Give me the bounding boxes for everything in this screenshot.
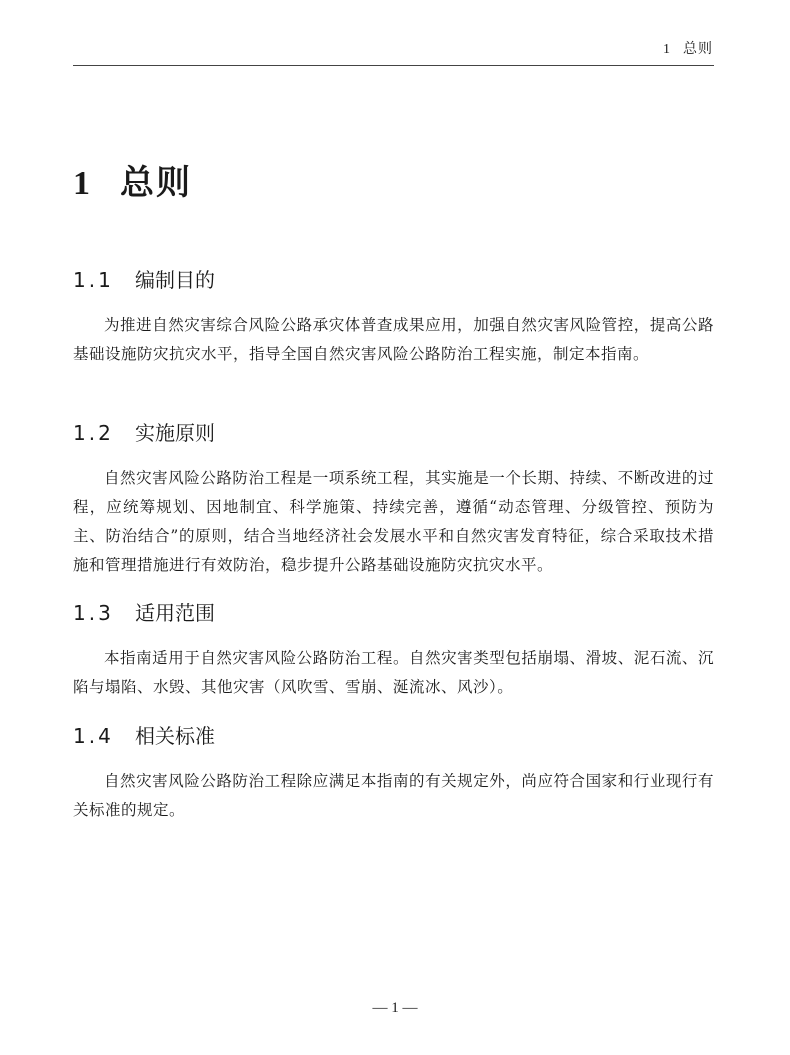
section-1-4 [73, 721, 714, 825]
section-number: 1.2 [73, 421, 114, 445]
section-number: 1.4 [73, 724, 114, 748]
section-1-1 [73, 265, 714, 369]
section-title: 相关标准 [135, 724, 215, 748]
section-body: 本指南适用于自然灾害风险公路防治工程。自然灾害类型包括崩塌、滑坡、泥石流、沉陷与塌陷、水毁、其他灾害（风吹雪、雪崩、涎流冰、风沙）。 [73, 649, 714, 696]
section-heading [73, 721, 714, 751]
section-heading [73, 598, 714, 628]
running-header-chapter-number: 1 [663, 42, 671, 57]
running-header-chapter-title: 总则 [683, 41, 713, 57]
chapter-title [73, 155, 192, 204]
section-title: 编制目的 [135, 268, 215, 292]
chapter-title-text: 总则 [120, 163, 192, 203]
section-title: 实施原则 [135, 421, 215, 445]
running-header [663, 38, 713, 58]
header-divider [73, 65, 714, 66]
section-heading [73, 265, 714, 295]
chapter-number: 1 [73, 165, 92, 202]
section-number: 1.1 [73, 268, 114, 292]
page-number: — 1 — [372, 1000, 418, 1016]
section-title: 适用范围 [135, 601, 215, 625]
section-number: 1.3 [73, 601, 114, 625]
section-body: 自然灾害风险公路防治工程除应满足本指南的有关规定外，尚应符合国家和行业现行有关标准的规定。 [73, 772, 714, 819]
section-body: 自然灾害风险公路防治工程是一项系统工程，其实施是一个长期、持续、不断改进的过程，应统筹规划、因地制宜、科学施策、持续完善，遵循“动态管理、分级管控、预防为主、防治结合”的原则，结合当地经济社会发展水平和自然灾害发育特征，综合采取技术措施和管理措施进行有效防治，稳步提升公路基础设施防灾抗灾水平。 [73, 469, 714, 574]
section-1-2 [73, 418, 714, 580]
section-heading [73, 418, 714, 448]
section-body: 为推进自然灾害综合风险公路承灾体普查成果应用，加强自然灾害风险管控，提高公路基础设施防灾抗灾水平，指导全国自然灾害风险公路防治工程实施，制定本指南。 [73, 316, 714, 363]
section-1-3 [73, 598, 714, 702]
